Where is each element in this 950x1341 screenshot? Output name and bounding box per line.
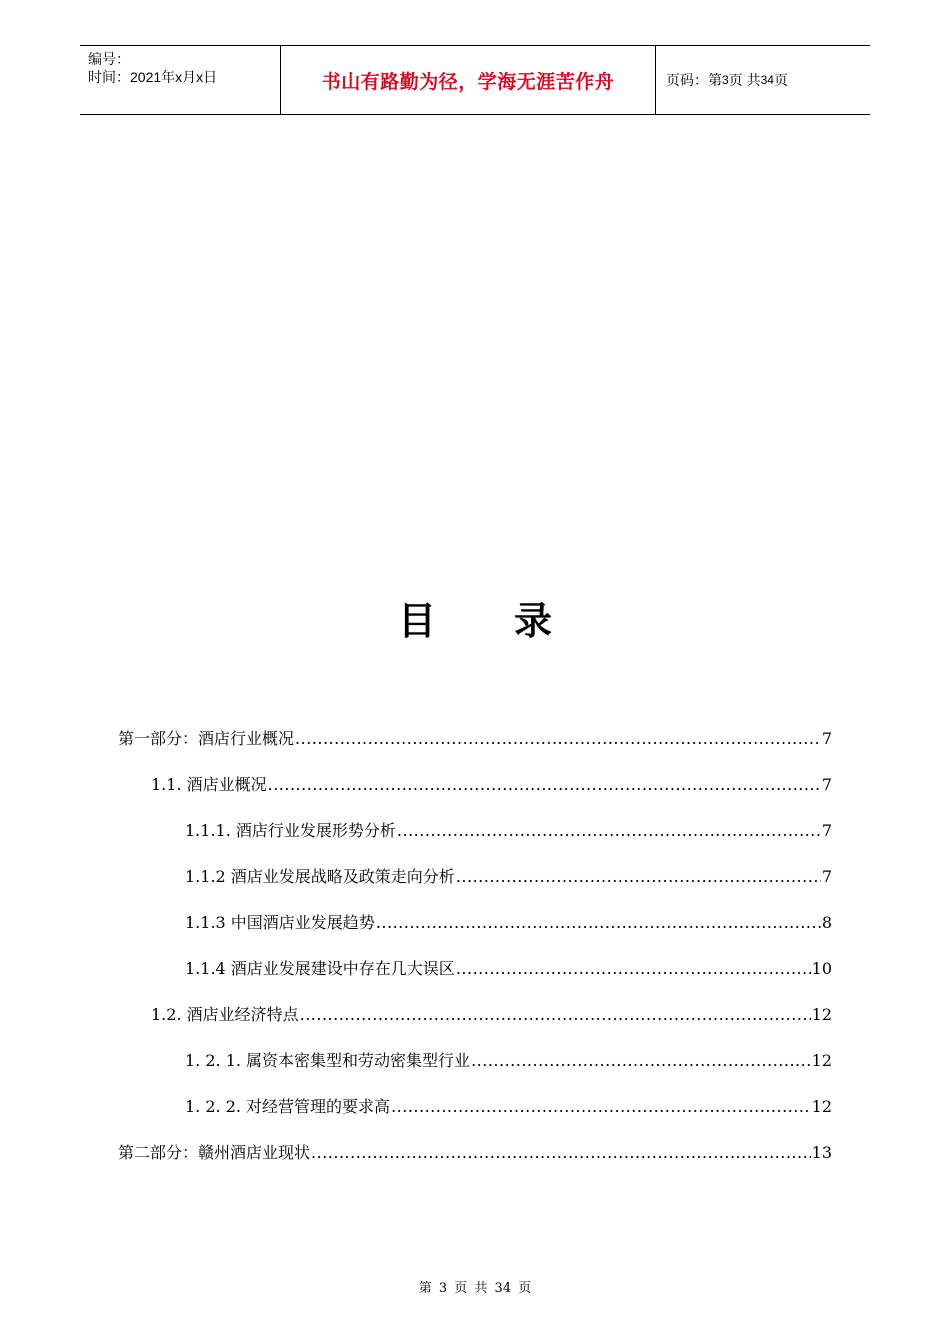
toc-leader [397, 816, 821, 846]
toc-leader [456, 954, 811, 984]
toc-entry[interactable] [118, 1092, 832, 1138]
toc-entry-page: 7 [821, 729, 832, 748]
header-motto: 书山有路勤为径，学海无涯苦作舟 [281, 46, 656, 114]
page-mid: 页 共 [728, 72, 761, 88]
toc-entry[interactable] [118, 770, 832, 816]
page-current: 3 [722, 73, 729, 87]
toc-leader [471, 1046, 811, 1076]
table-of-contents [118, 724, 832, 1184]
toc-entry-text: 第一部分：酒店行业概况 [118, 729, 295, 748]
toc-entry-text: 1.1. 酒店业概况 [151, 775, 267, 794]
toc-entry-text: 1. 2. 1. 属资本密集型和劳动密集型行业 [185, 1051, 471, 1070]
toc-entry-page: 12 [811, 1097, 832, 1116]
toc-title-char-2: 录 [514, 599, 553, 643]
toc-entry-text: 1.1.4 酒店业发展建设中存在几大误区 [185, 959, 455, 978]
toc-entry[interactable] [118, 908, 832, 954]
document-time-label: 时间：2021年x月x日 [88, 69, 218, 85]
toc-entry-page: 12 [811, 1005, 832, 1024]
header-meta [80, 46, 281, 114]
toc-leader [456, 862, 821, 892]
toc-leader [376, 908, 821, 938]
toc-leader [268, 770, 821, 800]
toc-entry-text: 1. 2. 2. 对经营管理的要求高 [185, 1097, 391, 1116]
header-page-info [656, 46, 870, 114]
document-number-label: 编号： [88, 51, 130, 67]
toc-entry-page: 12 [811, 1051, 832, 1070]
toc-entry[interactable] [118, 816, 832, 862]
toc-entry-page: 7 [821, 867, 832, 886]
toc-entry[interactable] [118, 1046, 832, 1092]
toc-entry-text: 1.1.1. 酒店行业发展形势分析 [185, 821, 396, 840]
toc-entry-page: 8 [821, 913, 832, 932]
toc-title-char-1: 目 [397, 599, 436, 643]
page-footer: 第 3 页 共 34 页 [418, 1281, 532, 1296]
page-header [80, 45, 870, 115]
toc-entry-page: 13 [811, 1143, 832, 1162]
toc-entry[interactable] [118, 954, 832, 1000]
toc-entry-text: 1.1.3 中国酒店业发展趋势 [185, 913, 375, 932]
toc-entry[interactable] [118, 862, 832, 908]
toc-leader [295, 724, 821, 754]
toc-entry[interactable] [118, 724, 832, 770]
toc-leader [311, 1138, 811, 1168]
page-prefix: 页码：第 [666, 72, 722, 88]
toc-entry-page: 7 [821, 775, 832, 794]
toc-entry-text: 第二部分：赣州酒店业现状 [118, 1143, 311, 1162]
toc-title [0, 590, 950, 645]
toc-entry-text: 1.2. 酒店业经济特点 [151, 1005, 299, 1024]
toc-entry-page: 7 [821, 821, 832, 840]
toc-leader [391, 1092, 811, 1122]
page-suffix: 页 [773, 72, 788, 88]
toc-entry[interactable] [118, 1138, 832, 1184]
toc-entry-text: 1.1.2 酒店业发展战略及政策走向分析 [185, 867, 455, 886]
toc-leader [300, 1000, 811, 1030]
toc-entry-page: 10 [811, 959, 832, 978]
toc-entry[interactable] [118, 1000, 832, 1046]
page-total: 34 [760, 73, 774, 87]
